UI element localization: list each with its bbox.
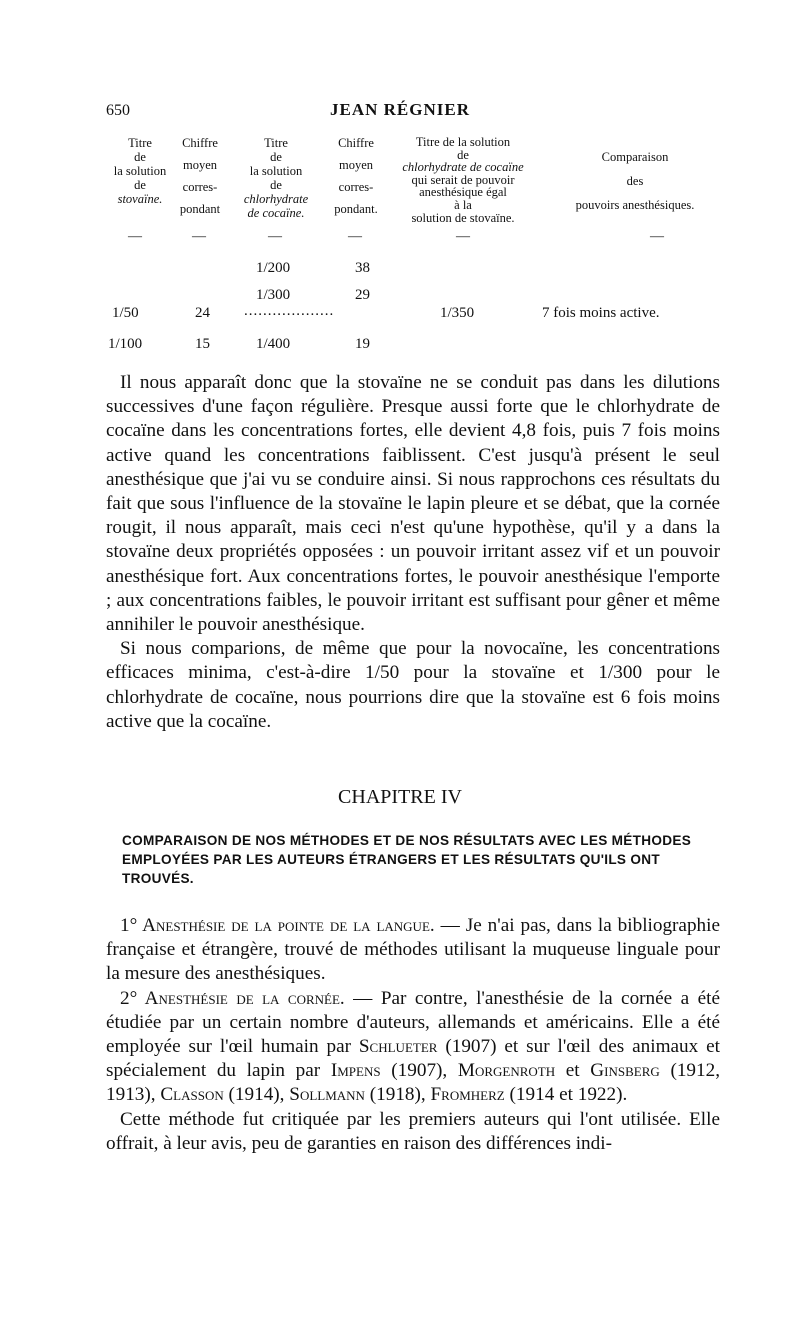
author-name: Fromherz <box>430 1084 505 1106</box>
section-heading: 1° Anesthésie de la pointe de la langue. <box>120 915 435 936</box>
table-cell: 7 fois moins active. <box>542 305 660 321</box>
chapter-heading: CHAPITRE IV <box>338 786 462 808</box>
paragraph: Si nous comparions, de même que pour la novocaïne, les concentrations efficaces minima, c'est-à-dire 1/50 pour la stovaïne et 1/300 pour le chlorhydrate de cocaïne, nous pourrions dire que la stovaïne est 6 fois moins active que la cocaïne. <box>106 638 720 732</box>
table-rule: — <box>348 229 362 244</box>
col-header-chiffre-2: Chiffre moyen corres- pondant. <box>334 136 378 216</box>
table-cell: 1/200 <box>256 260 291 276</box>
table-cell: 15 <box>195 336 210 352</box>
page-number: 650 <box>106 102 130 119</box>
paragraph: Cette méthode fut critiquée par les premiers auteurs qui l'ont utilisée. Elle offrait, à leur avis, peu de garanties en raison des différences indi- <box>106 1108 720 1154</box>
author-name: Schlueter <box>358 1036 438 1058</box>
chapter-subtitle: COMPARAISON DE NOS MÉTHODES ET DE NOS RÉSULTATS AVEC LES MÉTHODES EMPLOYÉES PAR LES AUTEURS ÉTRANGERS ET LES RÉSULTATS QU'ILS ONT TROUVÉS. <box>122 833 692 886</box>
col-header-equivalent: Titre de la solution de chlorhydrate de cocaïne qui serait de pouvoir anesthésique égal à la solution de stovaïne. <box>402 135 524 225</box>
section-heading: 2° Anesthésie de la cornée. <box>120 987 345 1009</box>
col-header-comparaison: Comparaison des pouvoirs anesthésiques. <box>575 150 695 212</box>
paragraph: 2° Anesthésie de la cornée. — Par contre, l'anesthésie de la cornée a été étudiée par un certain nombre d'auteurs, allemands et américains. Elle a été employée sur l'œil humain par Schlueter (1907) et sur l'œil des animaux et spécialement du lapin par Impens (1907), Morgenroth et Ginsberg (1912, 1913), Classon (1914), Sollmann (1918), Fromherz (1914 et 1922). <box>106 987 721 1106</box>
author-name: Impens <box>330 1060 381 1082</box>
author-name: Sollmann <box>289 1084 365 1106</box>
paragraph: Il nous apparaît donc que la stovaïne ne se conduit pas dans les dilutions successives d'une façon régulière. Presque aussi forte que le chlorhydrate de cocaïne dans les concentrations fortes, elle devient 4,8 fois, puis 7 fois moins active quand les concentrations faiblissent. C'est jusqu'à présent le seul anesthésique que j'ai vu se conduire ainsi. Si nous rapprochons ces résultats du fait que sous l'influence de la stovaïne le lapin pleure et se débat, que la cornée rougit, il nous apparaît, mais ceci n'est qu'une hypothèse, qu'il y a dans la stovaïne deux propriétés opposées : un pouvoir irritant assez vif et un pouvoir anesthésique fort. Aux concentrations fortes, le pouvoir anesthésique l'emporte ; aux concentrations faibles, le pouvoir irritant est suffisant pour gêner et même annihiler le pouvoir anesthésique. <box>106 372 720 636</box>
col-header-stovaine-titre: Titre de la solution de stovaïne. <box>113 136 167 206</box>
table-cell: 38 <box>355 260 370 276</box>
table-dot-leader: ................... <box>244 303 335 319</box>
table-rule: — <box>456 229 470 244</box>
table-cell: 1/300 <box>256 287 291 303</box>
table-rule: — <box>650 229 664 244</box>
body-text <box>106 371 720 734</box>
table-cell: 19 <box>355 336 370 352</box>
table-cell: 1/350 <box>440 305 475 321</box>
table-rule: — <box>128 229 142 244</box>
author-name: Classon <box>160 1084 224 1106</box>
table-cell: 1/400 <box>256 336 291 352</box>
running-title: JEAN RÉGNIER <box>330 100 470 119</box>
author-name: Ginsberg <box>590 1060 660 1082</box>
table-cell: 1/50 <box>112 305 139 321</box>
col-header-chiffre-1: Chiffre moyen corres- pondant <box>179 136 221 216</box>
col-header-cocaine-titre: Titre de la solution de chlorhydrate de cocaïne. <box>243 136 309 220</box>
table-rule: — <box>192 229 206 244</box>
author-name: Morgenroth <box>457 1060 556 1082</box>
section-text <box>106 914 720 1156</box>
table-cell: 24 <box>195 305 210 321</box>
paragraph: 1° Anesthésie de la pointe de la langue. — Je n'ai pas, dans la bibliographie française et étrangère, trouvé de méthodes utilisant la muqueuse linguale pour la mesure des anesthésiques. <box>106 915 720 985</box>
table-rule: — <box>268 229 282 244</box>
table-cell: 29 <box>355 287 370 303</box>
table-cell: 1/100 <box>108 336 143 352</box>
